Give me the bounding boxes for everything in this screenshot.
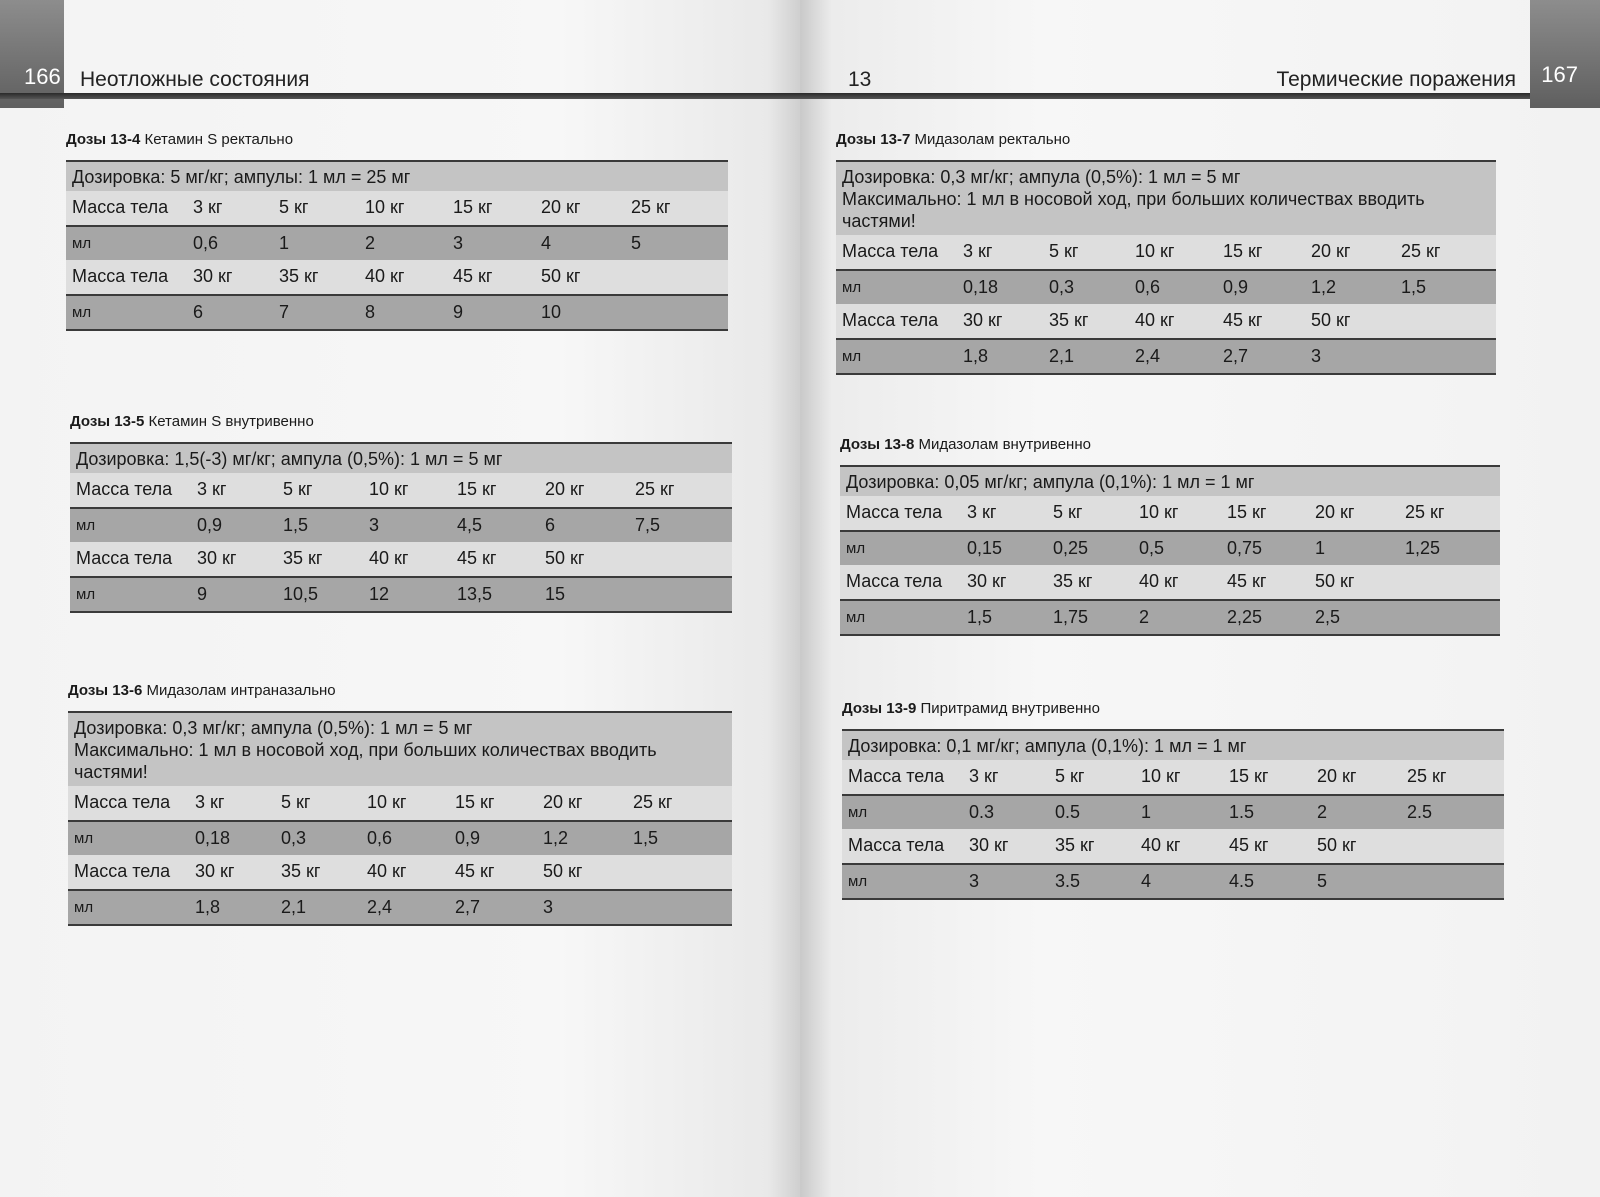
table-cell: 10 кг <box>1139 502 1179 523</box>
dosage-info <box>836 162 1496 235</box>
table-cell: 5 кг <box>281 792 311 813</box>
dose-table-drug: Кетамин S ректально <box>144 131 294 148</box>
table-cell: 4 <box>1141 870 1152 891</box>
row-label: мл <box>848 803 868 821</box>
table-cell: 3 кг <box>195 792 225 813</box>
table-cell: 15 кг <box>453 197 493 218</box>
row-label: Масса тела <box>842 310 939 331</box>
dosage-info <box>68 713 732 786</box>
dose-table-title <box>68 682 732 699</box>
row-label: мл <box>842 278 862 296</box>
dosage-line: Максимально: 1 мл в носовой ход, при больших количествах вводить <box>842 189 1425 209</box>
table-cell: 15 кг <box>1227 502 1267 523</box>
dose-table-title <box>70 413 732 430</box>
dose-table-block <box>840 436 1500 636</box>
table-cell: 20 кг <box>1315 502 1355 523</box>
ml-row <box>68 820 732 856</box>
page-edge-tab <box>1530 0 1600 108</box>
dose-table <box>70 442 732 613</box>
row-label: мл <box>848 872 868 890</box>
mass-row <box>70 473 732 507</box>
table-cell: 2,4 <box>1135 345 1161 366</box>
table-cell: 25 кг <box>633 792 673 813</box>
table-cell: 10 кг <box>365 197 405 218</box>
table-cell: 1,2 <box>1311 276 1337 297</box>
table-cell: 7 <box>279 301 290 322</box>
table-cell: 35 кг <box>1053 571 1093 592</box>
table-cell: 20 кг <box>545 479 585 500</box>
table-cell: 30 кг <box>197 548 237 569</box>
header-rule <box>0 93 800 99</box>
row-label: Масса тела <box>846 571 943 592</box>
running-header: Неотложные состояния <box>80 68 310 91</box>
dosage-info <box>842 731 1504 760</box>
table-cell: 2 <box>1139 606 1150 627</box>
table-cell: 1,8 <box>195 896 221 917</box>
row-label: мл <box>76 516 96 534</box>
table-cell: 10 <box>541 301 562 322</box>
table-cell: 15 кг <box>455 792 495 813</box>
table-cell: 35 кг <box>279 266 319 287</box>
row-label: мл <box>76 585 96 603</box>
table-cell: 5 <box>1317 870 1328 891</box>
dose-table-drug: Кетамин S внутривенно <box>148 413 314 430</box>
dose-table-drug: Пиритрамид внутривенно <box>920 700 1100 717</box>
table-cell: 2,4 <box>367 896 393 917</box>
table-cell: 1,5 <box>283 514 309 535</box>
header-rule <box>800 93 1533 99</box>
dosage-line: Дозировка: 0,1 мг/кг; ампула (0,1%): 1 мл = 1 мг <box>848 736 1247 756</box>
table-cell: 40 кг <box>1135 310 1175 331</box>
dose-table-id: Дозы 13-6 <box>68 682 143 699</box>
dose-table-drug: Мидазолам внутривенно <box>918 436 1091 453</box>
row-label: мл <box>72 303 92 321</box>
table-cell: 3 <box>1311 345 1322 366</box>
dose-table-id: Дозы 13-7 <box>836 131 911 148</box>
row-label: Масса тела <box>76 479 173 500</box>
table-cell: 0,18 <box>963 276 999 297</box>
table-cell: 1,2 <box>543 827 569 848</box>
row-label: мл <box>842 347 862 365</box>
ml-row <box>842 794 1504 830</box>
dose-table-block <box>842 700 1504 900</box>
ml-row <box>66 294 728 330</box>
table-cell: 30 кг <box>193 266 233 287</box>
table-cell: 3 <box>369 514 380 535</box>
table-cell: 20 кг <box>543 792 583 813</box>
page-number: 167 <box>1541 62 1578 87</box>
table-cell: 1,5 <box>967 606 993 627</box>
dosage-info <box>70 444 732 473</box>
page-edge-tab <box>0 0 64 108</box>
row-label: Масса тела <box>846 502 943 523</box>
table-cell: 50 кг <box>541 266 581 287</box>
table-cell: 3 кг <box>969 766 999 787</box>
dose-table <box>842 729 1504 900</box>
table-cell: 50 кг <box>1311 310 1351 331</box>
dosage-line: Дозировка: 0,3 мг/кг; ампула (0,5%): 1 мл = 5 мг <box>74 718 473 738</box>
dose-table-id: Дозы 13-9 <box>842 700 917 717</box>
dosage-line: частями! <box>842 211 916 231</box>
table-cell: 35 кг <box>283 548 323 569</box>
table-cell: 50 кг <box>543 861 583 882</box>
dose-table-id: Дозы 13-5 <box>70 413 145 430</box>
table-cell: 2,7 <box>455 896 481 917</box>
dose-table-title <box>842 700 1504 717</box>
table-cell: 45 кг <box>453 266 493 287</box>
row-label: Масса тела <box>848 835 945 856</box>
table-cell: 1.5 <box>1229 801 1255 822</box>
table-cell: 4.5 <box>1229 870 1255 891</box>
ml-row <box>842 863 1504 899</box>
mass-row <box>68 786 732 820</box>
table-cell: 10 кг <box>369 479 409 500</box>
table-cell: 0,18 <box>195 827 231 848</box>
mass-row <box>842 829 1504 863</box>
table-cell: 3.5 <box>1055 870 1081 891</box>
dose-table-drug: Мидазолам ректально <box>914 131 1071 148</box>
mass-row <box>836 235 1496 269</box>
dose-table-title <box>840 436 1500 453</box>
table-cell: 2,1 <box>281 896 307 917</box>
table-cell: 9 <box>197 583 208 604</box>
table-cell: 12 <box>369 583 390 604</box>
table-cell: 1,75 <box>1053 606 1089 627</box>
table-cell: 0,6 <box>193 232 219 253</box>
table-cell: 1,25 <box>1405 537 1441 558</box>
dose-table <box>66 160 728 331</box>
row-label: Масса тела <box>848 766 945 787</box>
table-cell: 0,3 <box>281 827 307 848</box>
table-cell: 40 кг <box>369 548 409 569</box>
table-cell: 0.3 <box>969 801 995 822</box>
table-cell: 20 кг <box>1311 241 1351 262</box>
table-cell: 2,5 <box>1315 606 1341 627</box>
ml-row <box>68 889 732 925</box>
table-cell: 1,8 <box>963 345 989 366</box>
table-cell: 25 кг <box>631 197 671 218</box>
dose-table-block <box>836 131 1496 375</box>
dosage-line: Дозировка: 5 мг/кг; ампулы: 1 мл = 25 мг <box>72 167 411 187</box>
table-cell: 45 кг <box>457 548 497 569</box>
table-cell: 40 кг <box>365 266 405 287</box>
row-label: мл <box>74 898 94 916</box>
dose-table-block <box>70 413 732 613</box>
table-cell: 30 кг <box>969 835 1009 856</box>
dosage-info <box>840 467 1500 496</box>
ml-row <box>70 507 732 543</box>
table-cell: 2 <box>365 232 376 253</box>
table-cell: 50 кг <box>545 548 585 569</box>
table-cell: 4 <box>541 232 552 253</box>
table-cell: 15 кг <box>457 479 497 500</box>
table-cell: 30 кг <box>967 571 1007 592</box>
table-cell: 40 кг <box>1141 835 1181 856</box>
dose-table-block <box>68 682 732 926</box>
table-cell: 6 <box>193 301 204 322</box>
table-cell: 45 кг <box>1223 310 1263 331</box>
table-cell: 50 кг <box>1315 571 1355 592</box>
table-cell: 10 кг <box>1135 241 1175 262</box>
table-cell: 5 кг <box>1049 241 1079 262</box>
ml-row <box>840 599 1500 635</box>
mass-row <box>66 191 728 225</box>
ml-row <box>66 225 728 261</box>
page-number: 166 <box>24 64 61 89</box>
chapter-number: 13 <box>848 68 872 91</box>
table-cell: 1 <box>279 232 290 253</box>
table-cell: 4,5 <box>457 514 483 535</box>
mass-row <box>836 304 1496 338</box>
table-cell: 25 кг <box>635 479 675 500</box>
dosage-line: Дозировка: 0,05 мг/кг; ампула (0,1%): 1 мл = 1 мг <box>846 472 1255 492</box>
table-cell: 40 кг <box>367 861 407 882</box>
ml-row <box>70 576 732 612</box>
table-cell: 0,9 <box>455 827 481 848</box>
table-cell: 0,15 <box>967 537 1003 558</box>
row-label: Масса тела <box>72 266 169 287</box>
table-cell: 3 <box>969 870 980 891</box>
table-cell: 2 <box>1317 801 1328 822</box>
table-cell: 30 кг <box>195 861 235 882</box>
table-cell: 5 <box>631 232 642 253</box>
dosage-line: Дозировка: 0,3 мг/кг; ампула (0,5%): 1 мл = 5 мг <box>842 167 1241 187</box>
table-cell: 13,5 <box>457 583 493 604</box>
row-label: мл <box>846 539 866 557</box>
table-cell: 40 кг <box>1139 571 1179 592</box>
dose-table <box>840 465 1500 636</box>
table-cell: 3 кг <box>197 479 227 500</box>
table-cell: 45 кг <box>1227 571 1267 592</box>
table-cell: 2,1 <box>1049 345 1075 366</box>
table-cell: 25 кг <box>1405 502 1445 523</box>
mass-row <box>842 760 1504 794</box>
table-cell: 3 кг <box>963 241 993 262</box>
table-cell: 3 кг <box>193 197 223 218</box>
table-cell: 45 кг <box>1229 835 1269 856</box>
dose-table-block <box>66 131 728 331</box>
table-cell: 6 <box>545 514 556 535</box>
mass-row <box>70 542 732 576</box>
mass-row <box>840 565 1500 599</box>
table-cell: 3 <box>543 896 554 917</box>
table-cell: 20 кг <box>1317 766 1357 787</box>
table-cell: 35 кг <box>1055 835 1095 856</box>
ml-row <box>836 338 1496 374</box>
table-cell: 7,5 <box>635 514 661 535</box>
table-cell: 25 кг <box>1401 241 1441 262</box>
table-cell: 10 кг <box>1141 766 1181 787</box>
table-cell: 0.5 <box>1055 801 1081 822</box>
dose-table <box>836 160 1496 375</box>
table-cell: 0,6 <box>1135 276 1161 297</box>
table-cell: 3 <box>453 232 464 253</box>
right-page <box>800 0 1600 1197</box>
table-cell: 1 <box>1141 801 1152 822</box>
table-cell: 0,75 <box>1227 537 1263 558</box>
table-cell: 20 кг <box>541 197 581 218</box>
row-label: мл <box>74 829 94 847</box>
mass-row <box>68 855 732 889</box>
table-cell: 0,6 <box>367 827 393 848</box>
dosage-line: частями! <box>74 762 148 782</box>
table-cell: 8 <box>365 301 376 322</box>
table-cell: 25 кг <box>1407 766 1447 787</box>
mass-row <box>66 260 728 294</box>
row-label: мл <box>846 608 866 626</box>
table-cell: 5 кг <box>279 197 309 218</box>
ml-row <box>840 530 1500 566</box>
dose-table-title <box>836 131 1496 148</box>
dosage-info <box>66 162 728 191</box>
dose-table-title <box>66 131 728 148</box>
table-cell: 9 <box>453 301 464 322</box>
table-cell: 2,7 <box>1223 345 1249 366</box>
table-cell: 0,25 <box>1053 537 1089 558</box>
table-cell: 1,5 <box>633 827 659 848</box>
row-label: Масса тела <box>72 197 169 218</box>
table-cell: 2,25 <box>1227 606 1263 627</box>
dose-table-id: Дозы 13-8 <box>840 436 915 453</box>
table-cell: 15 кг <box>1223 241 1263 262</box>
table-cell: 5 кг <box>1053 502 1083 523</box>
row-label: Масса тела <box>74 792 171 813</box>
dose-table-drug: Мидазолам интраназально <box>146 682 336 699</box>
table-cell: 15 <box>545 583 566 604</box>
table-cell: 5 кг <box>283 479 313 500</box>
table-cell: 3 кг <box>967 502 997 523</box>
dose-table-id: Дозы 13-4 <box>66 131 141 148</box>
table-cell: 45 кг <box>455 861 495 882</box>
dosage-line: Дозировка: 1,5(-3) мг/кг; ампула (0,5%): 1 мл = 5 мг <box>76 449 503 469</box>
table-cell: 15 кг <box>1229 766 1269 787</box>
dose-table <box>68 711 732 926</box>
table-cell: 35 кг <box>281 861 321 882</box>
table-cell: 30 кг <box>963 310 1003 331</box>
table-cell: 10,5 <box>283 583 319 604</box>
running-header: Термические поражения <box>1276 68 1516 91</box>
table-cell: 0,9 <box>197 514 223 535</box>
row-label: Масса тела <box>842 241 939 262</box>
table-cell: 0,3 <box>1049 276 1075 297</box>
mass-row <box>840 496 1500 530</box>
table-cell: 0,9 <box>1223 276 1249 297</box>
table-cell: 5 кг <box>1055 766 1085 787</box>
table-cell: 10 кг <box>367 792 407 813</box>
row-label: Масса тела <box>76 548 173 569</box>
table-cell: 1 <box>1315 537 1326 558</box>
table-cell: 50 кг <box>1317 835 1357 856</box>
row-label: мл <box>72 234 92 252</box>
row-label: Масса тела <box>74 861 171 882</box>
table-cell: 35 кг <box>1049 310 1089 331</box>
table-cell: 1,5 <box>1401 276 1427 297</box>
table-cell: 0,5 <box>1139 537 1165 558</box>
table-cell: 2.5 <box>1407 801 1433 822</box>
ml-row <box>836 269 1496 305</box>
dosage-line: Максимально: 1 мл в носовой ход, при больших количествах вводить <box>74 740 657 760</box>
